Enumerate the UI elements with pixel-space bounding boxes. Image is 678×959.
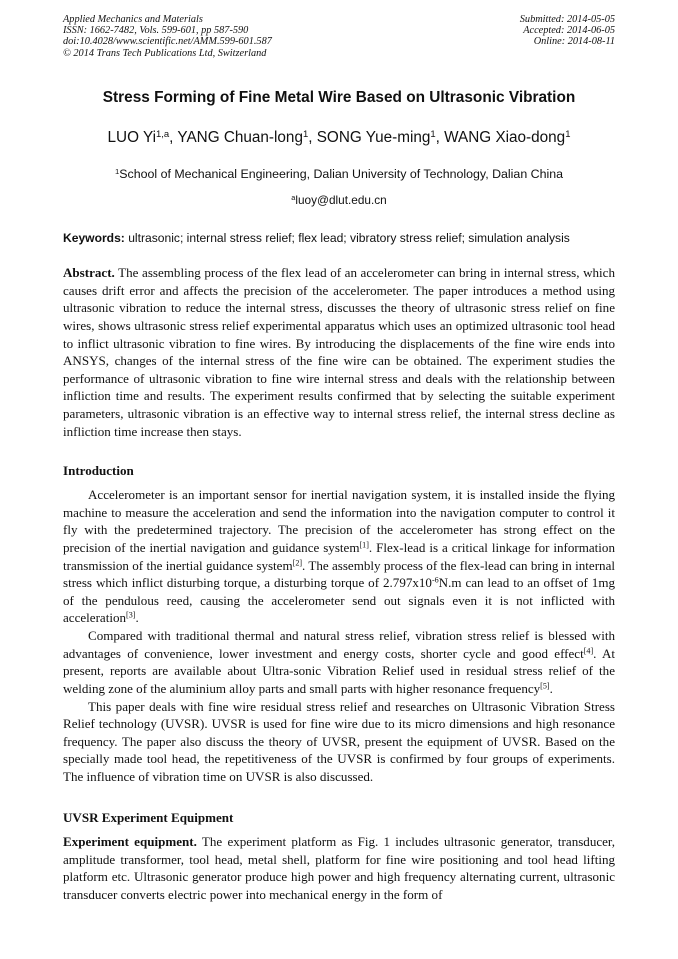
citation-ref[interactable]: [1] (359, 540, 369, 550)
issn-line: ISSN: 1662-7482, Vols. 599-601, pp 587-590 (63, 25, 249, 37)
uvsr-equipment-body (63, 833, 615, 904)
author-list (40, 129, 638, 147)
section-heading-uvsr-equipment: UVSR Experiment Equipment (63, 810, 234, 825)
affiliation-text: School of Mechanical Engineering, Dalian University of Technology, Dalian China (119, 167, 564, 181)
citation-ref[interactable]: [5] (540, 681, 550, 691)
paragraph: Accelerometer is an important sensor for inertial navigation system, it is installed inside the flying machine to measure the acceleration and send the information into the navigation computer to control it fly with the predetermined trajectory. The precision of the accelerometer has strong effect on the precision of the inertial navigation and guidance system[1]. Flex-lead is a critical linkage for information transmission of the inertial guidance system[2]. The assembly process of the flex-lead can bring in internal stress which inflict disturbing torque, a disturbing torque of $2.797x10^{-6}N.m$ can lead to an offset of 1mg of the pendulous reed, causing the accelerometer send out signals even it is not inflicted with acceleration[3]. (63, 487, 615, 626)
affiliation-mark: 1 (114, 166, 120, 176)
abstract-text: The assembling process of the flex lead of an accelerometer can bring in internal stress, which causes drift error and affects the precision of the accelerometer. The paper introduces a method using ultrasonic vibration to reduce the internal stress, discusses the theory of ultrasonic stress relief on fine wires, shows ultrasonic stress relief experimental apparatus which uses an optimized ultrasonic tool head to inflict ultrasonic vibration to fine wires. By introducing the displacements of the fine wire ends into ANSYS, changes of the internal stress of the fine wire can be obtained. The experiment studies the performance of ultrasonic vibration to fine wire internal stress and deals with the relationship between infliction time and results. The experiment results confirmed that by selecting the suitable experiment parameters, ultrasonic vibration is an effective way to internal stress relief, the internal stress decline as infliction time increase then stays. (63, 265, 615, 439)
citation-ref[interactable]: [2] (292, 558, 303, 568)
author-name: LUO Yi (107, 129, 156, 146)
abstract-label: Abstract. (63, 265, 115, 280)
dates-header (520, 14, 615, 48)
journal-name: Applied Mechanics and Materials (63, 14, 203, 25)
author-email (40, 193, 638, 207)
online-date: Online: 2014-08-11 (533, 36, 615, 48)
author-name: YANG Chuan-long (177, 129, 303, 146)
introduction-body (63, 486, 615, 786)
author-affil-mark: 1 (430, 128, 436, 140)
copyright-line: © 2014 Trans Tech Publications Ltd, Switzerland (63, 47, 267, 59)
affiliation (40, 167, 638, 181)
citation-ref[interactable]: [4] (583, 646, 594, 656)
accepted-date: Accepted: 2014-06-05 (523, 25, 615, 37)
author-separator: , (169, 129, 178, 146)
paragraph: This paper deals with fine wire residual stress relief and researches on Ultrasonic Vibration Stress Relief technology (UVSR). UVSR is used for fine wire due to its micro dimensions and high resonance frequency. The paper also discuss the theory of UVSR, present the equipment of UVSR. Based on the specially made tool head, the repetitiveness of the UVSR is confirmed by four groups of experiments. The influence of vibration time on UVSR is also discussed. (63, 698, 615, 784)
submitted-date: Submitted: 2014-05-05 (519, 14, 615, 25)
journal-header (63, 14, 272, 59)
citation-ref[interactable]: [3] (126, 610, 136, 620)
author-name: WANG Xiao-dong (444, 129, 566, 146)
author-separator: , (308, 129, 317, 146)
keywords (63, 231, 623, 245)
author-separator: , (435, 129, 445, 146)
author-name: SONG Yue-ming (316, 129, 431, 146)
email-text[interactable]: luoy@dlut.edu.cn (295, 193, 387, 207)
paper-title: Stress Forming of Fine Metal Wire Based on Ultrasonic Vibration (102, 89, 576, 106)
doi-line[interactable]: doi:10.4028/www.scientific.net/AMM.599-601.587 (63, 36, 272, 48)
email-mark: a (291, 192, 296, 202)
keywords-label: Keywords: (63, 231, 125, 245)
section-heading-introduction: Introduction (63, 463, 134, 478)
subsection-label: Experiment equipment. (63, 834, 197, 849)
abstract (63, 264, 615, 440)
paragraph: The experiment platform as Fig. 1 includes ultrasonic generator, transducer, amplitude transformer, tool head, metal shell, platform for fine wire positioning and tool head lifting platform etc. Ultrasonic generator produce high power and high frequency alternating current, ultrasonic transducer converts electric power into mechanical energy in the form of (63, 834, 616, 902)
author-affil-mark: 1 (565, 128, 571, 140)
paragraph: Compared with traditional thermal and natural stress relief, vibration stress relief is blessed with advantages of convenience, lower investment and energy costs, shorter cycle and good effect[4]. At present, reports are available about Ultra-sonic Vibration Relief used in residual stress relief of the welding zone of the aluminium alloy parts and small parts with higher resonance frequency[5]. (63, 628, 615, 696)
exponent: -6 (431, 575, 439, 585)
keywords-text: ultrasonic; internal stress relief; flex lead; vibratory stress relief; simulation analysis (128, 231, 570, 245)
author-affil-mark: 1 (302, 128, 309, 140)
author-affil-mark: 1,a (155, 128, 170, 140)
